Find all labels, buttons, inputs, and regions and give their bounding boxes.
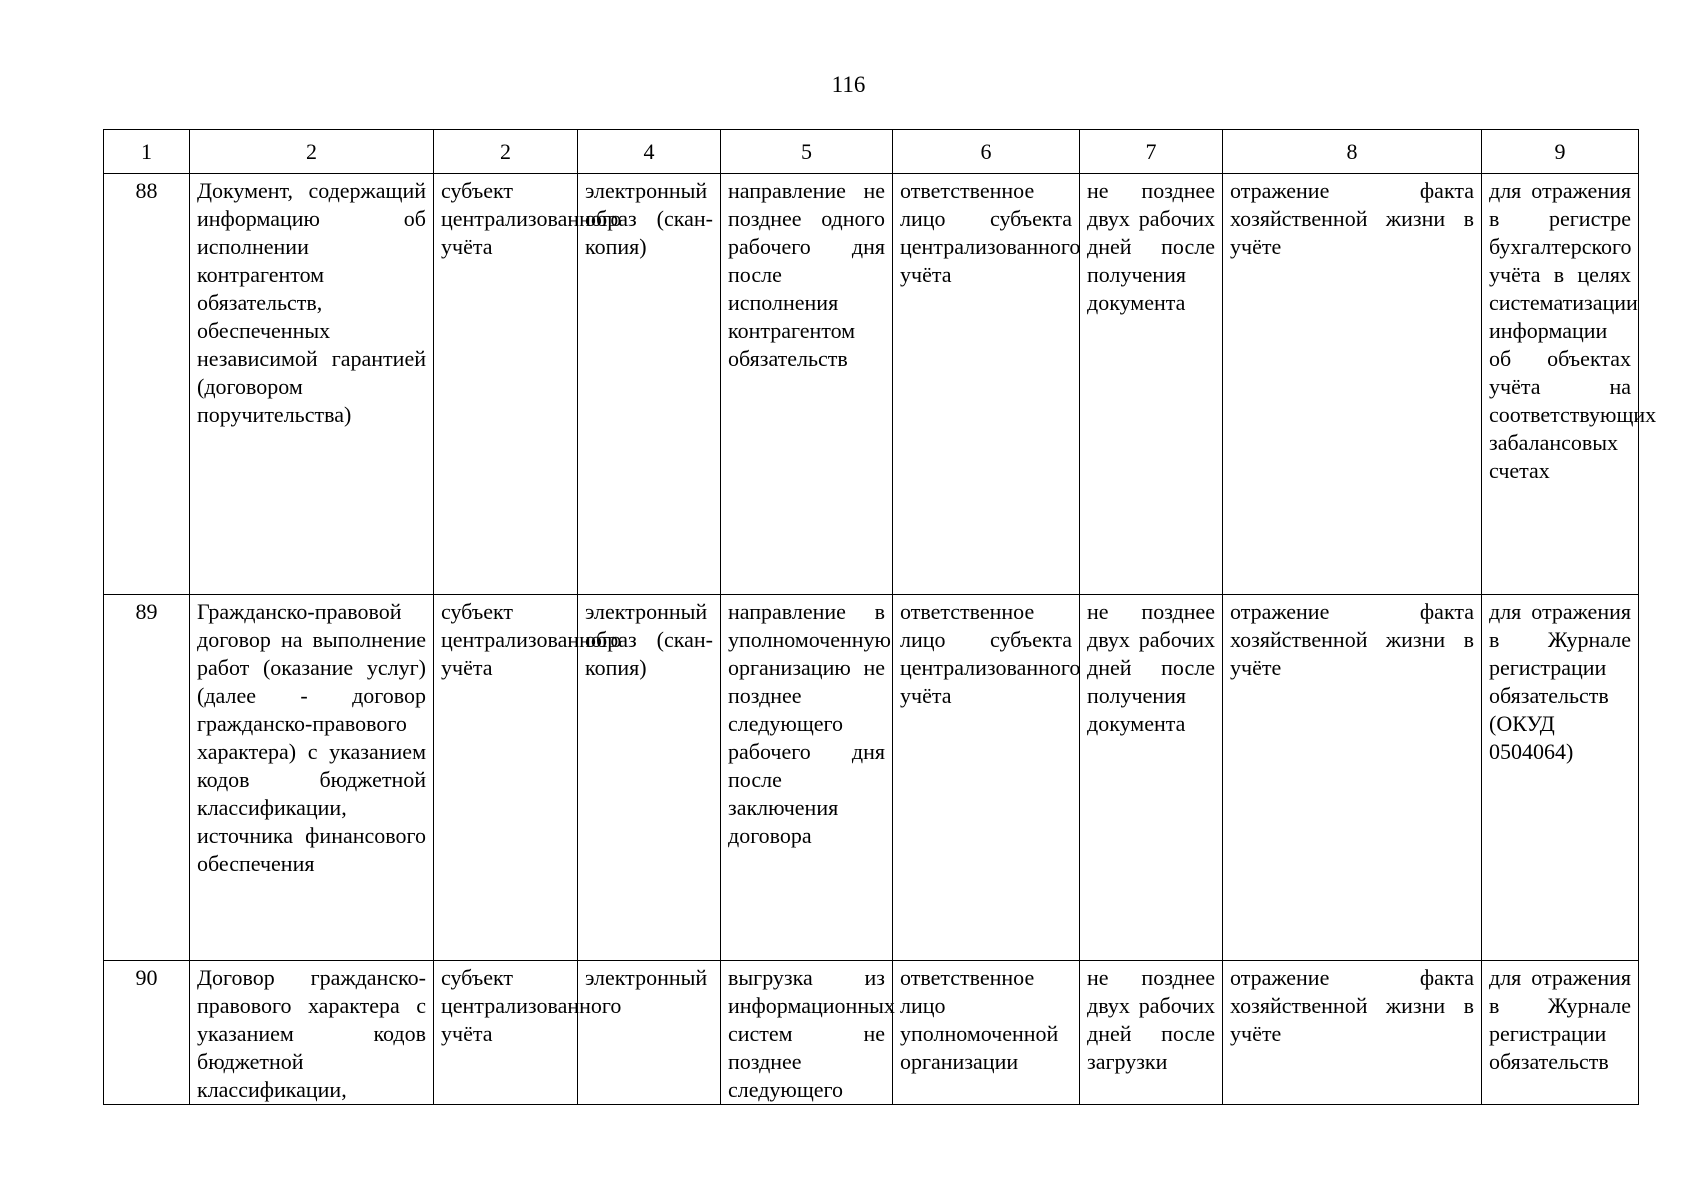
purpose-cell: отражение факта хозяйственной жизни в учёте — [1223, 174, 1482, 595]
responsible-cell: ответственное лицо уполномоченной организации — [893, 961, 1080, 1105]
note-cell: для отражения в регистре бухгалтерского учёта в целях систематизации информации об объектах учёта на соответствующих забалансовых счетах — [1482, 174, 1639, 595]
creator-cell: субъект централизованного учёта — [434, 174, 578, 595]
header-cell: 9 — [1482, 130, 1639, 174]
page-number: 116 — [831, 72, 866, 97]
header-cell: 7 — [1080, 130, 1223, 174]
row-number: 89 — [104, 595, 190, 961]
purpose-cell: отражение факта хозяйственной жизни в учёте — [1223, 961, 1482, 1105]
procedure-cell: направление в уполномоченную организацию не позднее следующего рабочего дня после заключения договора — [721, 595, 893, 961]
document-name-cell: Документ, содержащий информацию об исполнении контрагентом обязательств, обеспеченных независимой гарантией (договором поручительства) — [190, 174, 434, 595]
deadline-cell: не позднее двух рабочих дней после загрузки — [1080, 961, 1223, 1105]
form-cell: электронный образ (скан-копия) — [578, 174, 721, 595]
creator-cell: субъект централизованного учёта — [434, 595, 578, 961]
note-cell: для отражения в Журнале регистрации обязательств (ОКУД 0504064) — [1482, 595, 1639, 961]
form-cell: электронный — [578, 961, 721, 1105]
responsible-cell: ответственное лицо субъекта централизованного учёта — [893, 174, 1080, 595]
note-cell: для отражения в Журнале регистрации обязательств — [1482, 961, 1639, 1105]
creator-cell: субъект централизованного учёта — [434, 961, 578, 1105]
table-row — [104, 595, 1639, 961]
header-cell: 6 — [893, 130, 1080, 174]
header-cell: 1 — [104, 130, 190, 174]
table-row — [104, 961, 1639, 1105]
form-cell: электронный образ (скан-копия) — [578, 595, 721, 961]
header-cell: 5 — [721, 130, 893, 174]
deadline-cell: не позднее двух рабочих дней после получения документа — [1080, 174, 1223, 595]
row-number: 88 — [104, 174, 190, 595]
document-table — [103, 129, 1657, 1105]
responsible-cell: ответственное лицо субъекта централизованного учёта — [893, 595, 1080, 961]
purpose-cell: отражение факта хозяйственной жизни в учёте — [1223, 595, 1482, 961]
procedure-cell: направление не позднее одного рабочего дня после исполнения контрагентом обязательств — [721, 174, 893, 595]
deadline-cell: не позднее двух рабочих дней после получения документа — [1080, 595, 1223, 961]
header-cell: 2 — [190, 130, 434, 174]
document-name-cell: Договор гражданско-правового характера с указанием кодов бюджетной классификации, — [190, 961, 434, 1105]
procedure-cell: выгрузка из информационных систем не позднее следующего — [721, 961, 893, 1105]
header-cell: 8 — [1223, 130, 1482, 174]
header-row — [104, 130, 1639, 174]
document-name-cell: Гражданско-правовой договор на выполнение работ (оказание услуг) (далее - договор гражданско-правового характера) с указанием кодов бюджетной классификации, источника финансового обеспечения — [190, 595, 434, 961]
row-number: 90 — [104, 961, 190, 1105]
header-cell: 4 — [578, 130, 721, 174]
header-cell: 2 — [434, 130, 578, 174]
table-row — [104, 174, 1639, 595]
